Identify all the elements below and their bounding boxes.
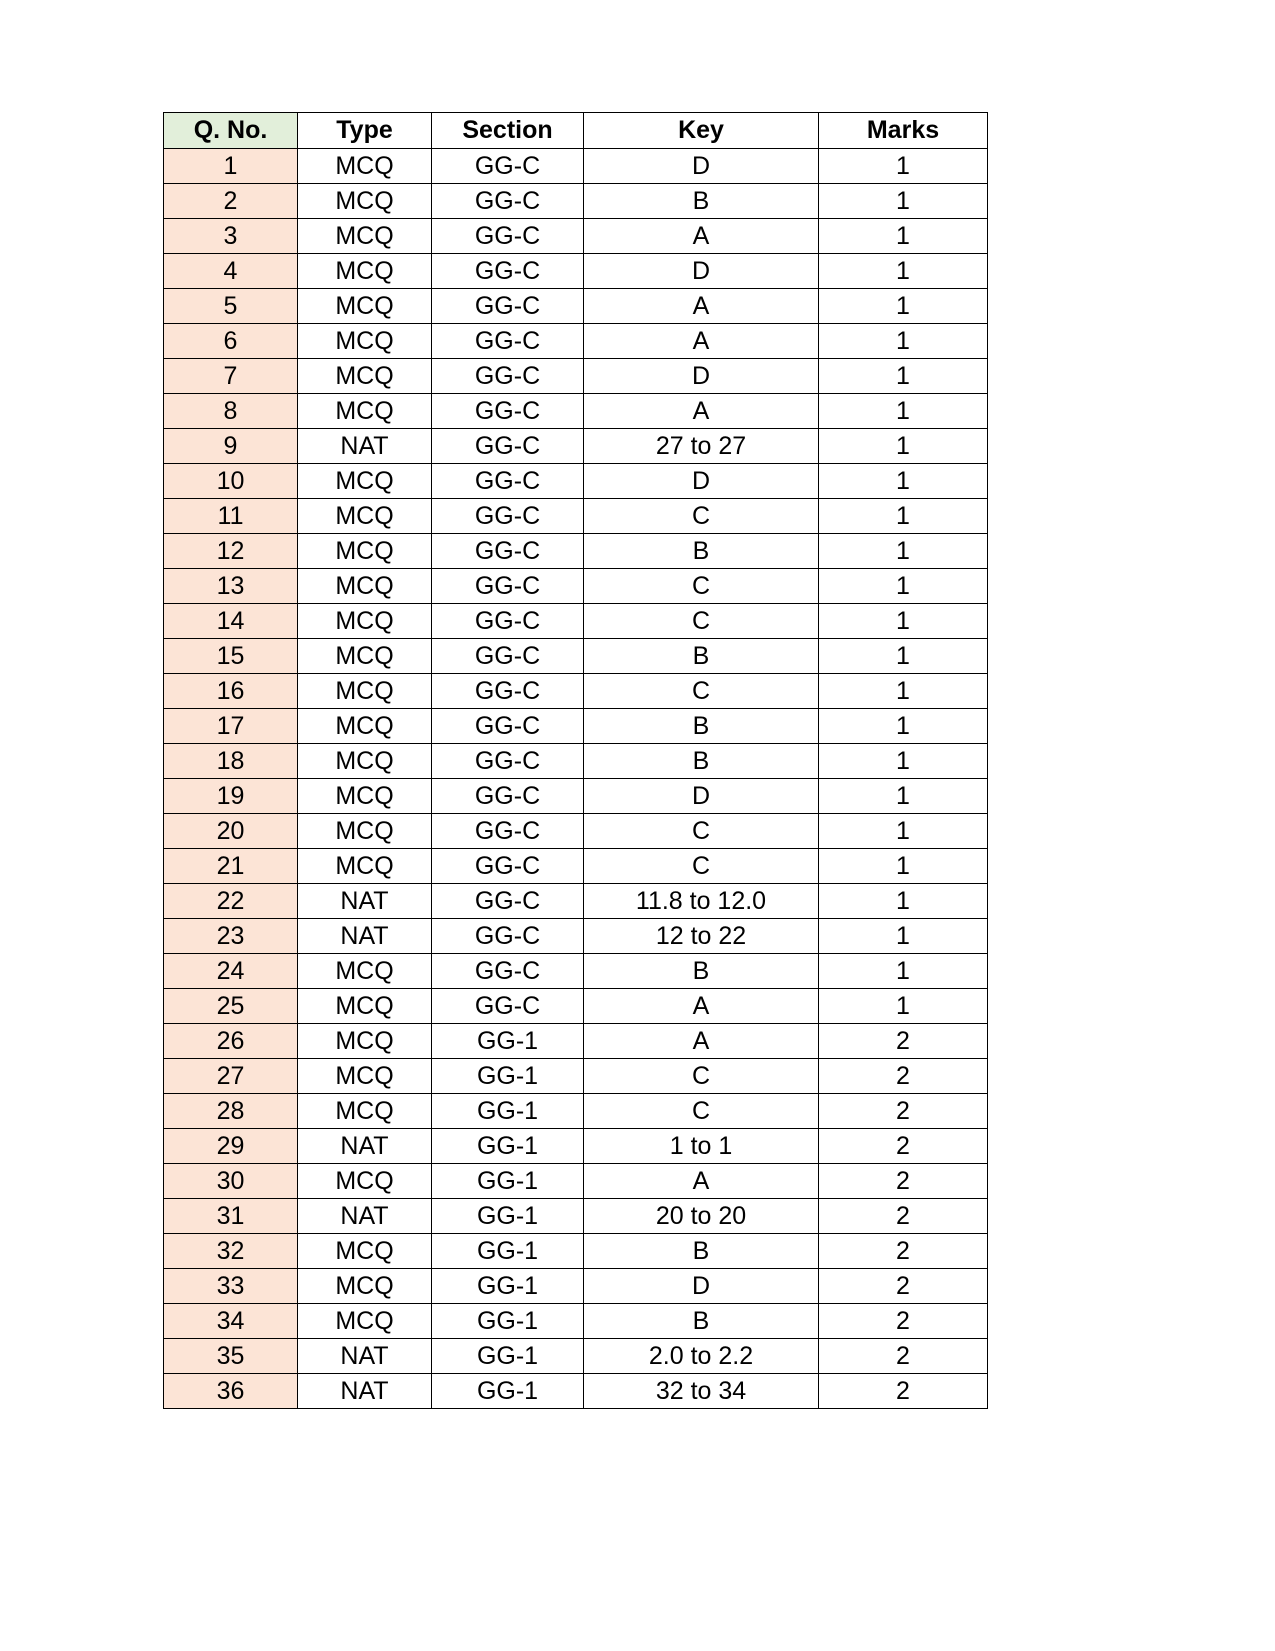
table-row [164,219,988,254]
section-cell: GG-C [432,359,584,394]
table-row [164,1374,988,1409]
table-body [164,149,988,1409]
type-cell: NAT [298,1374,432,1409]
type-cell: MCQ [298,184,432,219]
section-cell: GG-1 [432,1129,584,1164]
marks-cell: 1 [819,534,988,569]
qno-cell: 15 [164,639,298,674]
header-row [164,113,988,149]
type-cell: NAT [298,919,432,954]
section-cell: GG-1 [432,1164,584,1199]
table-row [164,534,988,569]
type-cell: MCQ [298,254,432,289]
marks-cell: 1 [819,184,988,219]
key-cell: B [584,709,819,744]
table-row [164,849,988,884]
table-row [164,1339,988,1374]
table-row [164,639,988,674]
header-section: Section [432,113,584,149]
key-cell: C [584,849,819,884]
header-type: Type [298,113,432,149]
key-cell: D [584,254,819,289]
key-cell: B [584,1234,819,1269]
marks-cell: 1 [819,219,988,254]
section-cell: GG-1 [432,1199,584,1234]
section-cell: GG-C [432,779,584,814]
qno-cell: 35 [164,1339,298,1374]
key-cell: 2.0 to 2.2 [584,1339,819,1374]
table-row [164,604,988,639]
type-cell: MCQ [298,989,432,1024]
marks-cell: 1 [819,324,988,359]
type-cell: MCQ [298,639,432,674]
table-row [164,1024,988,1059]
qno-cell: 11 [164,499,298,534]
key-cell: A [584,219,819,254]
answer-key-table [163,112,988,1409]
section-cell: GG-C [432,814,584,849]
section-cell: GG-C [432,394,584,429]
table-row [164,1059,988,1094]
key-cell: C [584,499,819,534]
key-cell: 27 to 27 [584,429,819,464]
table-row [164,1304,988,1339]
marks-cell: 1 [819,674,988,709]
type-cell: MCQ [298,499,432,534]
section-cell: GG-C [432,744,584,779]
qno-cell: 5 [164,289,298,324]
table-row [164,1164,988,1199]
type-cell: MCQ [298,324,432,359]
marks-cell: 2 [819,1269,988,1304]
key-cell: A [584,324,819,359]
marks-cell: 1 [819,639,988,674]
header-marks: Marks [819,113,988,149]
key-cell: C [584,604,819,639]
table-row [164,184,988,219]
type-cell: MCQ [298,464,432,499]
type-cell: MCQ [298,709,432,744]
key-cell: 11.8 to 12.0 [584,884,819,919]
qno-cell: 13 [164,569,298,604]
qno-cell: 2 [164,184,298,219]
marks-cell: 1 [819,989,988,1024]
key-cell: C [584,814,819,849]
table-row [164,1129,988,1164]
table-row [164,919,988,954]
section-cell: GG-1 [432,1059,584,1094]
marks-cell: 1 [819,359,988,394]
qno-cell: 10 [164,464,298,499]
marks-cell: 2 [819,1059,988,1094]
section-cell: GG-C [432,954,584,989]
table-row [164,324,988,359]
qno-cell: 25 [164,989,298,1024]
key-cell: C [584,569,819,604]
type-cell: MCQ [298,1234,432,1269]
key-cell: B [584,954,819,989]
section-cell: GG-C [432,639,584,674]
type-cell: MCQ [298,1269,432,1304]
marks-cell: 1 [819,394,988,429]
section-cell: GG-1 [432,1304,584,1339]
type-cell: NAT [298,1129,432,1164]
qno-cell: 7 [164,359,298,394]
table-row [164,1234,988,1269]
qno-cell: 16 [164,674,298,709]
type-cell: MCQ [298,394,432,429]
section-cell: GG-C [432,884,584,919]
key-cell: D [584,464,819,499]
marks-cell: 2 [819,1234,988,1269]
type-cell: MCQ [298,1164,432,1199]
marks-cell: 2 [819,1094,988,1129]
marks-cell: 1 [819,744,988,779]
type-cell: MCQ [298,604,432,639]
section-cell: GG-C [432,534,584,569]
qno-cell: 3 [164,219,298,254]
marks-cell: 1 [819,464,988,499]
table-row [164,499,988,534]
marks-cell: 2 [819,1199,988,1234]
type-cell: MCQ [298,359,432,394]
key-cell: 20 to 20 [584,1199,819,1234]
type-cell: MCQ [298,1024,432,1059]
table-row [164,464,988,499]
qno-cell: 36 [164,1374,298,1409]
table-row [164,1199,988,1234]
type-cell: NAT [298,884,432,919]
section-cell: GG-1 [432,1024,584,1059]
qno-cell: 4 [164,254,298,289]
section-cell: GG-C [432,919,584,954]
marks-cell: 2 [819,1374,988,1409]
qno-cell: 30 [164,1164,298,1199]
table-row [164,884,988,919]
qno-cell: 20 [164,814,298,849]
key-cell: D [584,779,819,814]
key-cell: B [584,534,819,569]
type-cell: MCQ [298,149,432,184]
header-qno: Q. No. [164,113,298,149]
table-header [164,113,988,149]
key-cell: C [584,1059,819,1094]
marks-cell: 1 [819,429,988,464]
qno-cell: 9 [164,429,298,464]
table-row [164,149,988,184]
section-cell: GG-C [432,604,584,639]
marks-cell: 1 [819,499,988,534]
key-cell: C [584,1094,819,1129]
section-cell: GG-C [432,184,584,219]
key-cell: B [584,639,819,674]
section-cell: GG-1 [432,1374,584,1409]
marks-cell: 1 [819,289,988,324]
qno-cell: 18 [164,744,298,779]
type-cell: MCQ [298,1304,432,1339]
section-cell: GG-C [432,709,584,744]
section-cell: GG-1 [432,1094,584,1129]
type-cell: MCQ [298,779,432,814]
type-cell: MCQ [298,849,432,884]
marks-cell: 1 [819,954,988,989]
marks-cell: 1 [819,814,988,849]
qno-cell: 29 [164,1129,298,1164]
key-cell: A [584,1164,819,1199]
marks-cell: 1 [819,884,988,919]
key-cell: B [584,184,819,219]
table-row [164,814,988,849]
section-cell: GG-1 [432,1339,584,1374]
key-cell: A [584,1024,819,1059]
section-cell: GG-C [432,324,584,359]
type-cell: NAT [298,1339,432,1374]
qno-cell: 6 [164,324,298,359]
header-key: Key [584,113,819,149]
table-row [164,954,988,989]
key-cell: 32 to 34 [584,1374,819,1409]
key-cell: B [584,1304,819,1339]
table-row [164,394,988,429]
section-cell: GG-C [432,464,584,499]
key-cell: C [584,674,819,709]
qno-cell: 26 [164,1024,298,1059]
table-row [164,254,988,289]
marks-cell: 2 [819,1164,988,1199]
qno-cell: 24 [164,954,298,989]
marks-cell: 2 [819,1339,988,1374]
key-cell: D [584,1269,819,1304]
table-row [164,989,988,1024]
section-cell: GG-C [432,254,584,289]
qno-cell: 32 [164,1234,298,1269]
section-cell: GG-C [432,849,584,884]
key-cell: 1 to 1 [584,1129,819,1164]
table-row [164,359,988,394]
table-row [164,289,988,324]
table-row [164,674,988,709]
table-row [164,744,988,779]
section-cell: GG-1 [432,1234,584,1269]
marks-cell: 1 [819,604,988,639]
qno-cell: 12 [164,534,298,569]
section-cell: GG-C [432,569,584,604]
qno-cell: 8 [164,394,298,429]
qno-cell: 31 [164,1199,298,1234]
qno-cell: 23 [164,919,298,954]
key-cell: A [584,394,819,429]
marks-cell: 1 [819,849,988,884]
qno-cell: 14 [164,604,298,639]
type-cell: MCQ [298,534,432,569]
marks-cell: 2 [819,1304,988,1339]
section-cell: GG-C [432,429,584,464]
qno-cell: 33 [164,1269,298,1304]
section-cell: GG-1 [432,1269,584,1304]
key-cell: A [584,289,819,324]
qno-cell: 17 [164,709,298,744]
section-cell: GG-C [432,219,584,254]
table-row [164,709,988,744]
section-cell: GG-C [432,149,584,184]
qno-cell: 21 [164,849,298,884]
table-row [164,1094,988,1129]
qno-cell: 22 [164,884,298,919]
marks-cell: 2 [819,1024,988,1059]
type-cell: MCQ [298,1094,432,1129]
marks-cell: 1 [819,919,988,954]
marks-cell: 1 [819,254,988,289]
qno-cell: 28 [164,1094,298,1129]
table-row [164,569,988,604]
marks-cell: 1 [819,709,988,744]
type-cell: MCQ [298,1059,432,1094]
key-cell: A [584,989,819,1024]
type-cell: MCQ [298,569,432,604]
marks-cell: 1 [819,569,988,604]
qno-cell: 34 [164,1304,298,1339]
table-row [164,1269,988,1304]
table-row [164,779,988,814]
type-cell: NAT [298,429,432,464]
table-row [164,429,988,464]
type-cell: MCQ [298,954,432,989]
type-cell: MCQ [298,674,432,709]
qno-cell: 27 [164,1059,298,1094]
qno-cell: 1 [164,149,298,184]
type-cell: MCQ [298,219,432,254]
qno-cell: 19 [164,779,298,814]
key-cell: 12 to 22 [584,919,819,954]
type-cell: MCQ [298,814,432,849]
marks-cell: 1 [819,779,988,814]
key-cell: D [584,149,819,184]
section-cell: GG-C [432,989,584,1024]
marks-cell: 2 [819,1129,988,1164]
key-cell: D [584,359,819,394]
marks-cell: 1 [819,149,988,184]
section-cell: GG-C [432,499,584,534]
section-cell: GG-C [432,674,584,709]
type-cell: MCQ [298,289,432,324]
type-cell: MCQ [298,744,432,779]
type-cell: NAT [298,1199,432,1234]
section-cell: GG-C [432,289,584,324]
key-cell: B [584,744,819,779]
